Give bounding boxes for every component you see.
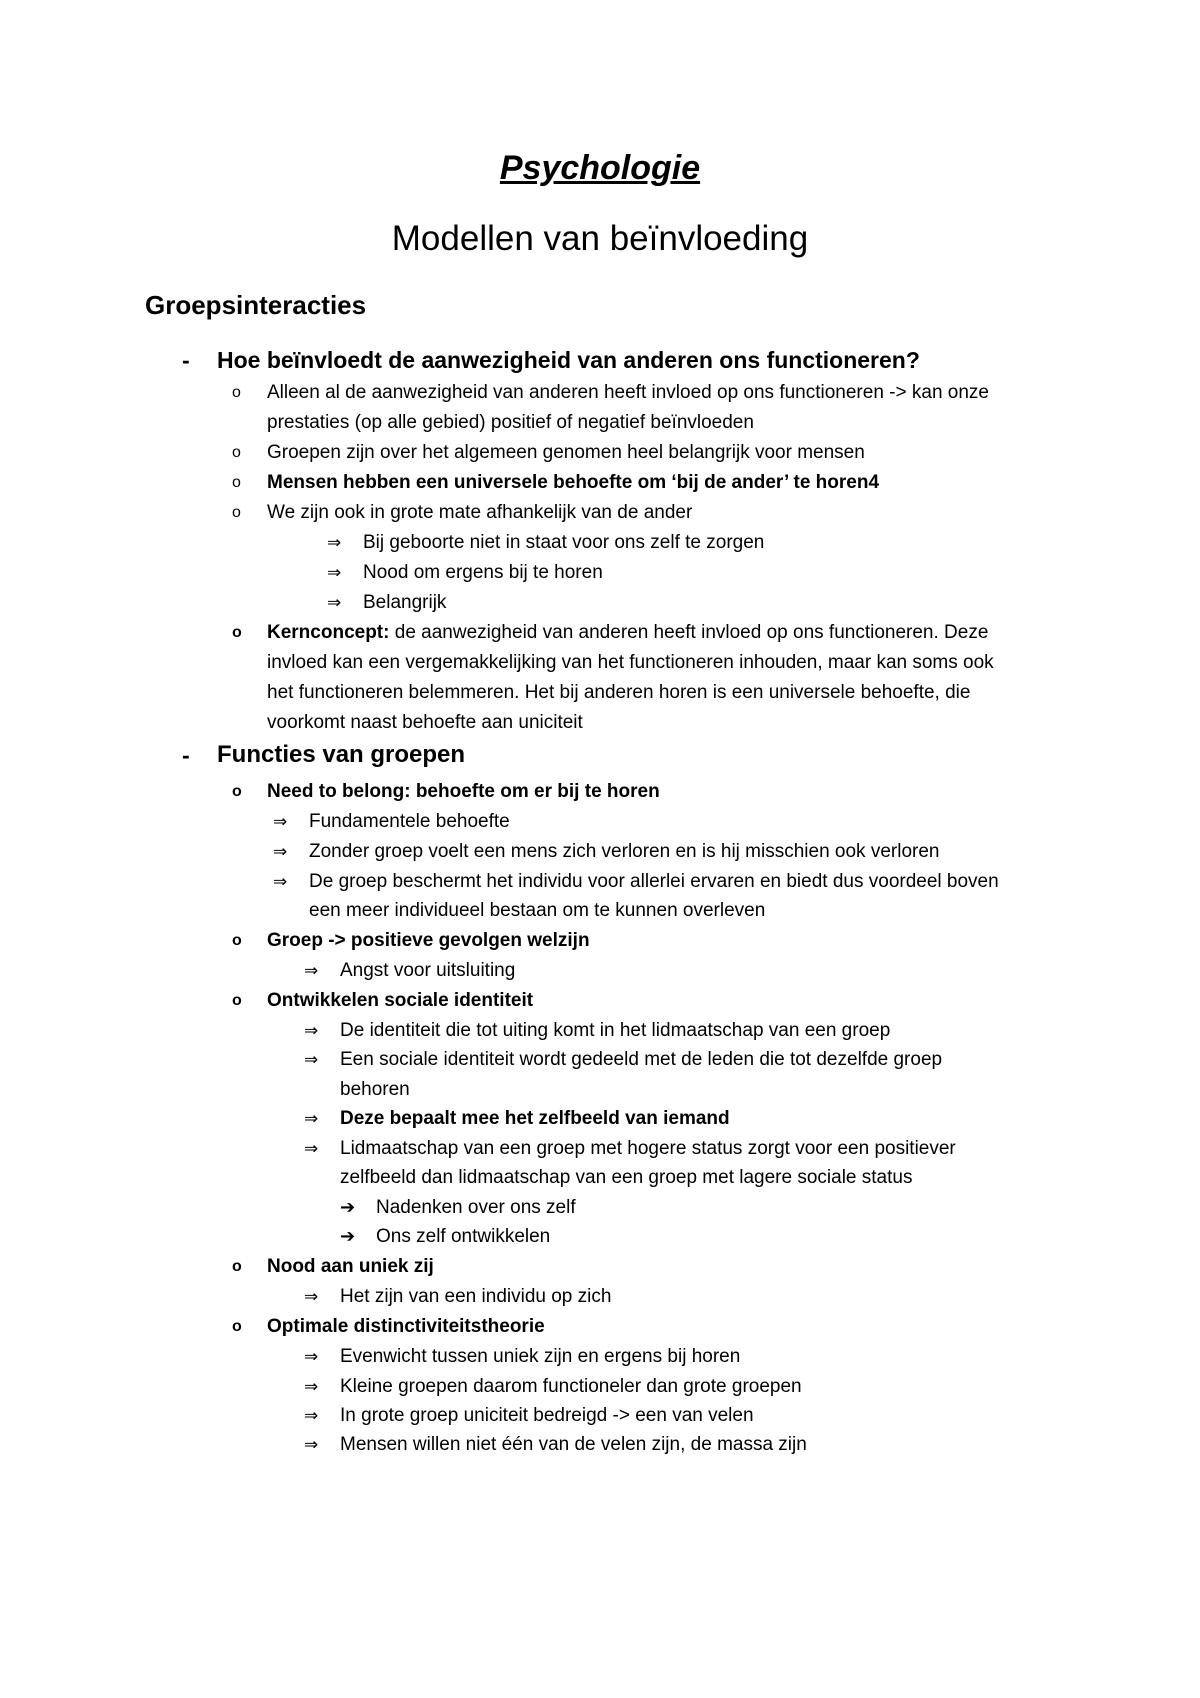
- sub-item-text: Bij geboorte niet in staat voor ons zelf te zorgen: [363, 532, 765, 553]
- sub-item-text: Een sociale identiteit wordt gedeeld met de leden die tot dezelfde groep: [340, 1049, 943, 1070]
- item-text: Mensen hebben een universele behoefte om ‘bij de ander’ te horen4: [267, 472, 880, 493]
- dash-bullet: -: [182, 742, 190, 768]
- sub-item-text: De groep beschermt het individu voor allerlei ervaren en biedt dus voordeel boven: [309, 871, 999, 892]
- sub-item-text: Belangrijk: [363, 592, 447, 613]
- sub-item-text: Kleine groepen daarom functioneler dan grote groepen: [340, 1376, 802, 1397]
- circle-bullet: o: [232, 444, 241, 461]
- item-text: het functioneren belemmeren. Het bij anderen horen is een universele behoefte, die: [267, 682, 971, 703]
- circle-bullet: o: [232, 932, 242, 949]
- double-arrow-icon: ⇒: [304, 1287, 319, 1306]
- sub-item-text: Evenwicht tussen uniek zijn en ergens bij horen: [340, 1346, 741, 1367]
- double-arrow-icon: ⇒: [273, 842, 288, 861]
- item-text: invloed kan een vergemakkelijking van het functioneren inhouden, maar kan soms ook: [267, 652, 994, 673]
- sub-sub-item-text: Ons zelf ontwikkelen: [376, 1226, 551, 1247]
- sub-item-text: Fundamentele behoefte: [309, 811, 510, 832]
- double-arrow-icon: ⇒: [304, 1109, 319, 1128]
- double-arrow-icon: ⇒: [327, 533, 342, 552]
- item-text: Nood aan uniek zij: [267, 1256, 434, 1277]
- sub-item-text: behoren: [340, 1079, 410, 1100]
- sub-item-text: Zonder groep voelt een mens zich verloren en is hij misschien ook verloren: [309, 841, 940, 862]
- double-arrow-icon: ⇒: [327, 593, 342, 612]
- double-arrow-icon: ⇒: [304, 961, 319, 980]
- sub-item-text: In grote groep uniciteit bedreigd -> een van velen: [340, 1405, 754, 1426]
- item-text: Groepen zijn over het algemeen genomen heel belangrijk voor mensen: [267, 442, 865, 463]
- double-arrow-icon: ⇒: [304, 1139, 319, 1158]
- double-arrow-icon: ⇒: [304, 1347, 319, 1366]
- circle-bullet: o: [232, 504, 241, 521]
- sub-item-text: Mensen willen niet één van de velen zijn, de massa zijn: [340, 1434, 807, 1455]
- sub-item-text: zelfbeeld dan lidmaatschap van een groep met lagere sociale status: [340, 1167, 913, 1188]
- double-arrow-icon: ⇒: [304, 1021, 319, 1040]
- kernconcept-label: Kernconcept:: [267, 622, 390, 643]
- sub-item-text: Lidmaatschap van een groep met hogere status zorgt voor een positiever: [340, 1138, 956, 1159]
- bold-arrow-icon: ➔: [340, 1197, 356, 1217]
- item-text: prestaties (op alle gebied) positief of negatief beïnvloeden: [267, 412, 754, 433]
- circle-bullet: o: [232, 474, 241, 491]
- sub-item-text: Deze bepaalt mee het zelfbeeld van iemand: [340, 1108, 730, 1129]
- double-arrow-icon: ⇒: [304, 1377, 319, 1396]
- question-text: Hoe beïnvloedt de aanwezigheid van anderen ons functioneren?: [217, 347, 920, 373]
- item-text: Alleen al de aanwezigheid van anderen heeft invloed op ons functioneren -> kan onze: [267, 382, 989, 403]
- item-text: voorkomt naast behoefte aan uniciteit: [267, 712, 583, 733]
- circle-bullet: o: [232, 992, 242, 1009]
- double-arrow-icon: ⇒: [304, 1050, 319, 1069]
- question-text: Functies van groepen: [217, 741, 466, 768]
- double-arrow-icon: ⇒: [304, 1435, 319, 1454]
- double-arrow-icon: ⇒: [327, 563, 342, 582]
- circle-bullet: o: [232, 1258, 242, 1275]
- double-arrow-icon: ⇒: [273, 872, 288, 891]
- kernconcept-text: de aanwezigheid van anderen heeft invloed op ons functioneren. Deze: [389, 622, 989, 643]
- double-arrow-icon: ⇒: [304, 1406, 319, 1425]
- document-title: Psychologie: [499, 149, 701, 187]
- item-text: We zijn ook in grote mate afhankelijk van de ander: [267, 502, 693, 523]
- sub-sub-item-text: Nadenken over ons zelf: [376, 1197, 576, 1218]
- item-text: Optimale distinctiviteitstheorie: [267, 1316, 545, 1337]
- sub-item-text: Het zijn van een individu op zich: [340, 1286, 612, 1307]
- dash-bullet: -: [182, 347, 190, 373]
- double-arrow-icon: ⇒: [273, 812, 288, 831]
- circle-bullet: o: [232, 624, 242, 641]
- item-text: Groep -> positieve gevolgen welzijn: [267, 930, 590, 951]
- bold-arrow-icon: ➔: [340, 1226, 356, 1246]
- circle-bullet: o: [232, 783, 242, 800]
- circle-bullet: o: [232, 1318, 242, 1335]
- sub-item-text: Nood om ergens bij te horen: [363, 562, 603, 583]
- section-heading: Groepsinteracties: [145, 290, 367, 320]
- sub-item-text: De identiteit die tot uiting komt in het lidmaatschap van een groep: [340, 1020, 891, 1041]
- sub-item-text: Angst voor uitsluiting: [340, 960, 516, 981]
- item-text: [267, 618, 988, 647]
- item-text: Need to belong: behoefte om er bij te horen: [267, 781, 660, 802]
- item-text: Ontwikkelen sociale identiteit: [267, 990, 534, 1011]
- sub-item-text: een meer individueel bestaan om te kunnen overleven: [309, 900, 766, 921]
- document-subtitle: Modellen van beïnvloeding: [391, 219, 809, 258]
- circle-bullet: o: [232, 384, 241, 401]
